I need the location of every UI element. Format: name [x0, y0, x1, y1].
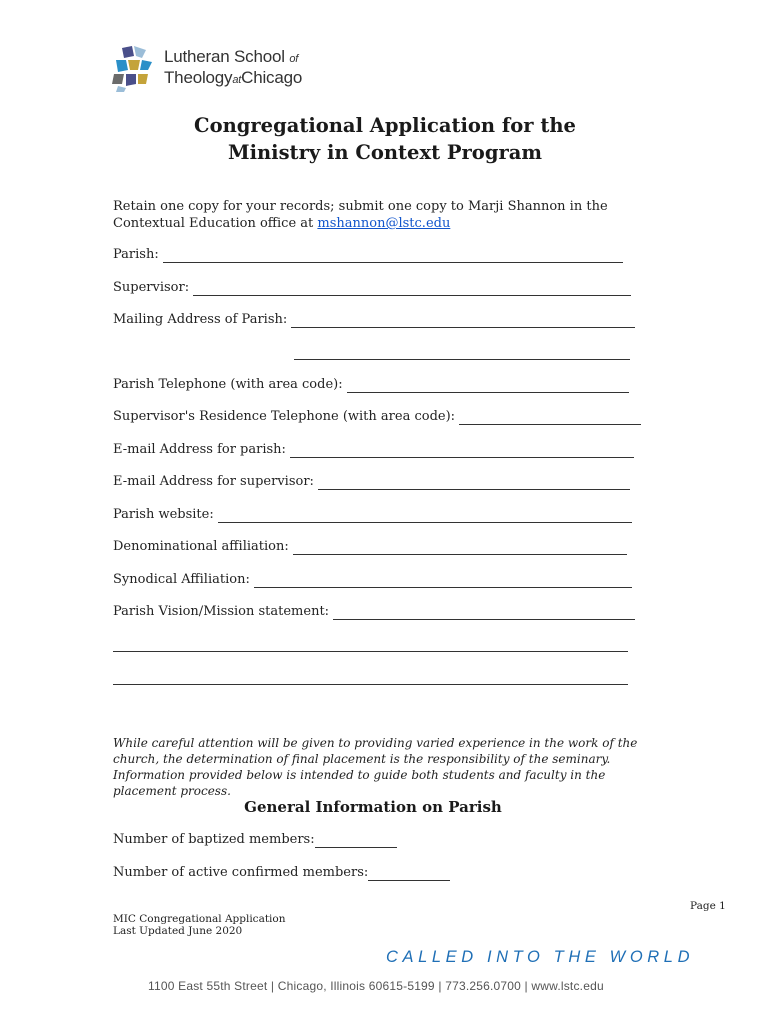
field-label: Number of baptized members:	[113, 832, 315, 847]
parish-input-line[interactable]	[163, 249, 623, 263]
tagline: CALLED INTO THE WORLD	[386, 948, 695, 966]
field-email-supervisor	[113, 473, 630, 490]
field-vision-mission	[113, 603, 635, 620]
field-label: Supervisor:	[113, 280, 190, 295]
field-parish-telephone	[113, 376, 629, 393]
field-label: Parish Telephone (with area code):	[113, 377, 343, 392]
field-label: E-mail Address for supervisor:	[113, 474, 314, 489]
supervisor-input-line[interactable]	[193, 282, 631, 296]
title-line1: Congregational Application for the	[194, 114, 576, 137]
email-parish-input-line[interactable]	[290, 444, 634, 458]
vision-mission-line-3[interactable]	[113, 683, 628, 685]
vision-mission-line-2[interactable]	[113, 650, 628, 652]
field-baptized-members	[113, 831, 397, 848]
field-parish-website	[113, 506, 632, 523]
email-supervisor-input-line[interactable]	[318, 476, 630, 490]
logo-text-line2: TheologyatChicago	[164, 68, 303, 87]
field-email-parish	[113, 441, 634, 458]
email-link[interactable]: mshannon@lstc.edu	[317, 216, 451, 231]
field-label: Number of active confirmed members:	[113, 865, 369, 880]
section-heading-general-info: General Information on Parish	[244, 798, 502, 816]
field-confirmed-members	[113, 864, 450, 881]
parish-telephone-input-line[interactable]	[347, 379, 629, 393]
footer-address: 1100 East 55th Street | Chicago, Illinois 60615-5199 | 773.256.0700 | www.lstc.edu	[148, 979, 604, 993]
placement-note: While careful attention will be given to providing varied experience in the work of the church, the determination of final placement is the responsibility of the seminary. Information provided below is intended to guide both students and faculty in the placement process.	[113, 736, 638, 798]
field-denominational-affiliation	[113, 538, 627, 555]
field-label: Mailing Address of Parish:	[113, 312, 288, 327]
field-label: Synodical Affiliation:	[113, 572, 250, 587]
field-label: Parish:	[113, 247, 159, 262]
field-synodical-affiliation	[113, 571, 632, 588]
footer-doc-info	[113, 913, 286, 937]
footer-updated: Last Updated June 2020	[113, 925, 243, 937]
field-label: E-mail Address for parish:	[113, 442, 286, 457]
confirmed-members-input-line[interactable]	[368, 867, 450, 881]
logo-text-line1: Lutheran School of	[164, 47, 299, 66]
field-label: Denominational affiliation:	[113, 539, 289, 554]
parish-website-input-line[interactable]	[218, 509, 632, 523]
field-supervisor	[113, 279, 631, 296]
synodical-input-line[interactable]	[254, 574, 632, 588]
field-label: Supervisor's Residence Telephone (with area code):	[113, 409, 456, 424]
title-line2: Ministry in Context Program	[228, 141, 542, 164]
baptized-members-input-line[interactable]	[315, 834, 397, 848]
logo-mark-icon	[112, 44, 160, 92]
field-parish	[113, 246, 623, 263]
mailing-address-input-line[interactable]	[291, 314, 635, 328]
supervisor-telephone-input-line[interactable]	[459, 411, 641, 425]
field-label: Parish Vision/Mission statement:	[113, 604, 330, 619]
page-title	[0, 112, 770, 166]
field-mailing-address	[113, 311, 635, 328]
denominational-input-line[interactable]	[293, 541, 627, 555]
field-label: Parish website:	[113, 507, 214, 522]
lstc-logo	[112, 44, 322, 92]
field-supervisor-residence-telephone	[113, 408, 641, 425]
vision-mission-input-line[interactable]	[333, 606, 635, 620]
footer-doc-name: MIC Congregational Application	[113, 913, 286, 925]
mailing-address-second-line[interactable]	[294, 358, 630, 360]
intro-text: Retain one copy for your records; submit one copy to Marji Shannon in the Contextual Education office at	[113, 199, 608, 231]
intro-paragraph	[113, 198, 673, 232]
page-number: Page 1	[690, 900, 726, 912]
